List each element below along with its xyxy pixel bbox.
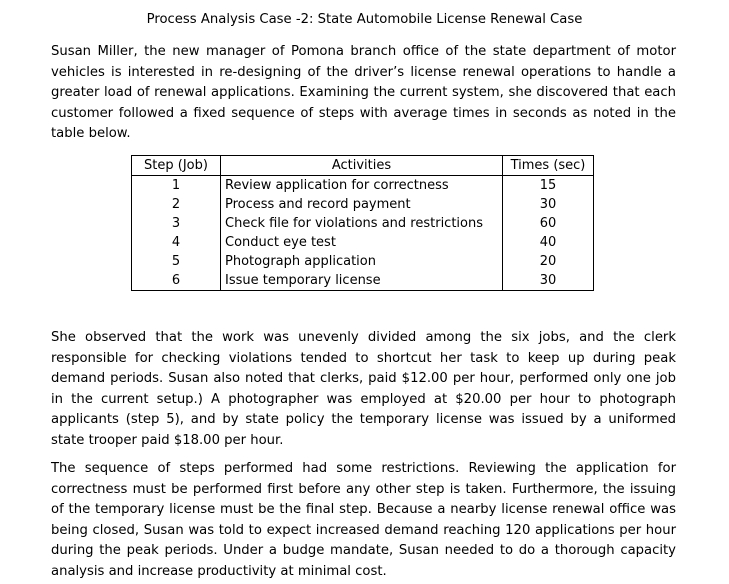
table-header-row bbox=[132, 156, 594, 176]
cell-time: 30 bbox=[503, 195, 594, 214]
header-time: Times (sec) bbox=[503, 156, 594, 176]
header-step: Step (Job) bbox=[132, 156, 221, 176]
activity-times-table bbox=[131, 155, 594, 291]
table-row bbox=[132, 214, 594, 233]
document-title: Process Analysis Case -2: State Automobile License Renewal Case bbox=[146, 12, 583, 27]
activity-table bbox=[131, 155, 594, 291]
restrictions-paragraph: The sequence of steps performed had some restrictions. Reviewing the application for correctness must be performed first before any other step is taken. Furthermore, the issuing of the temporary license must be the final step. Because a nearby license renewal office was being closed, Susan was told to expect increased demand reaching 120 applications per hour during the peak periods. Under a budge mandate, Susan needed to do a thorough capacity analysis and increase productivity at minimal cost. bbox=[51, 461, 676, 579]
table-row bbox=[132, 252, 594, 271]
cell-activity: Process and record payment bbox=[221, 195, 503, 214]
table-row bbox=[132, 233, 594, 252]
cell-activity: Photograph application bbox=[221, 252, 503, 271]
observation-paragraph: She observed that the work was unevenly divided among the six jobs, and the clerk responsible for checking violations tended to shortcut her task to keep up during peak demand periods. Susan also noted that clerks, paid $12.00 per hour, performed only one job in the current setup.) A photographer was employed at $20.00 per hour to photograph applicants (step 5), and by state policy the temporary license was issued by a uniformed state trooper paid $18.00 per hour. bbox=[51, 330, 676, 448]
cell-time: 60 bbox=[503, 214, 594, 233]
cell-time: 40 bbox=[503, 233, 594, 252]
cell-activity: Conduct eye test bbox=[221, 233, 503, 252]
cell-step: 3 bbox=[132, 214, 221, 233]
cell-step: 1 bbox=[132, 176, 221, 196]
table-row bbox=[132, 271, 594, 291]
cell-time: 15 bbox=[503, 176, 594, 196]
header-activity: Activities bbox=[221, 156, 503, 176]
cell-activity: Issue temporary license bbox=[221, 271, 503, 291]
cell-step: 5 bbox=[132, 252, 221, 271]
table-row bbox=[132, 195, 594, 214]
cell-time: 20 bbox=[503, 252, 594, 271]
cell-step: 4 bbox=[132, 233, 221, 252]
cell-step: 6 bbox=[132, 271, 221, 291]
cell-activity: Review application for correctness bbox=[221, 176, 503, 196]
cell-time: 30 bbox=[503, 271, 594, 291]
intro-paragraph: Susan Miller, the new manager of Pomona branch office of the state department of motor vehicles is interested in re-designing of the driver’s license renewal operations to handle a greater load of renewal applications. Examining the current system, she discovered that each customer followed a fixed sequence of steps with average times in seconds as noted in the table below. bbox=[51, 44, 676, 141]
cell-step: 2 bbox=[132, 195, 221, 214]
table-row bbox=[132, 176, 594, 196]
cell-activity: Check file for violations and restrictions bbox=[221, 214, 503, 233]
